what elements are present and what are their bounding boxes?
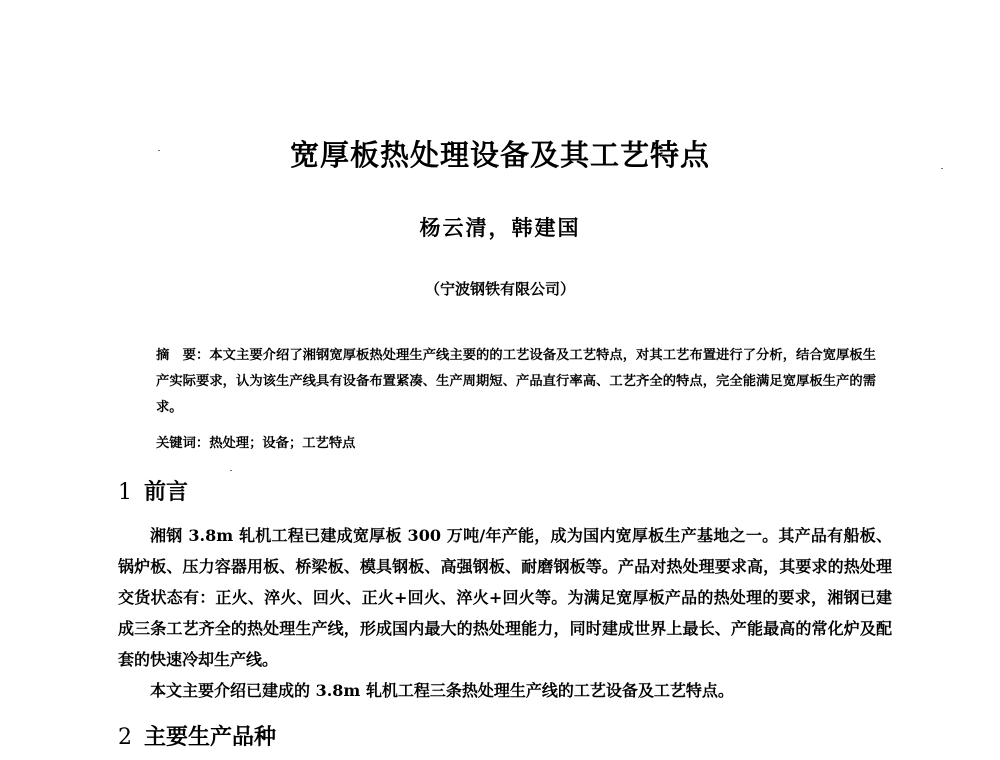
section-number: 1 bbox=[118, 480, 132, 505]
section-1-body bbox=[118, 520, 892, 706]
section-title: 前言 bbox=[144, 480, 189, 505]
paragraph: 本文主要介绍已建成的 3.8m 轧机工程三条热处理生产线的工艺设备及工艺特点。 bbox=[150, 681, 734, 700]
abstract-label: 摘 要： bbox=[156, 348, 210, 363]
paragraph: 湘钢 3.8m 轧机工程已建成宽厚板 300 万吨/年产能，成为国内宽厚板生产基地之一。其产品有船板、锅炉板、压力容器用板、桥梁板、模具钢板、高强钢板、耐磨钢板等。产品对热处理要求高，其要求的热处理交货状态有：正火、淬火、回火、正火+回火、淬火+回火等。为满足宽厚板产品的热处理的要求，湘钢已建成三条工艺齐全的热处理生产线，形成国内最大的热处理能力，同时建成世界上最长、产能最高的常化炉及配套的快速冷却生产线。 bbox=[118, 526, 892, 669]
keywords bbox=[156, 432, 876, 451]
section-heading-2 bbox=[118, 720, 276, 751]
abstract-text: 本文主要介绍了湘钢宽厚板热处理生产线主要的的工艺设备及工艺特点，对其工艺布置进行了分析，结合宽厚板生产实际要求，认为该生产线具有设备布置紧凑、生产周期短、产品直行率高、工艺齐全的特点，完全能满足宽厚板生产的需求。 bbox=[156, 348, 877, 415]
keywords-text: 热处理；设备；工艺特点 bbox=[209, 436, 356, 451]
paper-title: 宽厚板热处理设备及其工艺特点 bbox=[289, 138, 710, 172]
keywords-label: 关键词： bbox=[156, 436, 210, 451]
affiliation: （宁波钢铁有限公司） bbox=[424, 280, 575, 298]
abstract bbox=[156, 343, 876, 421]
section-title: 主要生产品种 bbox=[144, 725, 277, 750]
section-heading-1 bbox=[118, 475, 188, 506]
authors: 杨云清，韩建国 bbox=[419, 215, 581, 240]
section-number: 2 bbox=[118, 725, 132, 750]
scan-speck bbox=[230, 470, 232, 471]
